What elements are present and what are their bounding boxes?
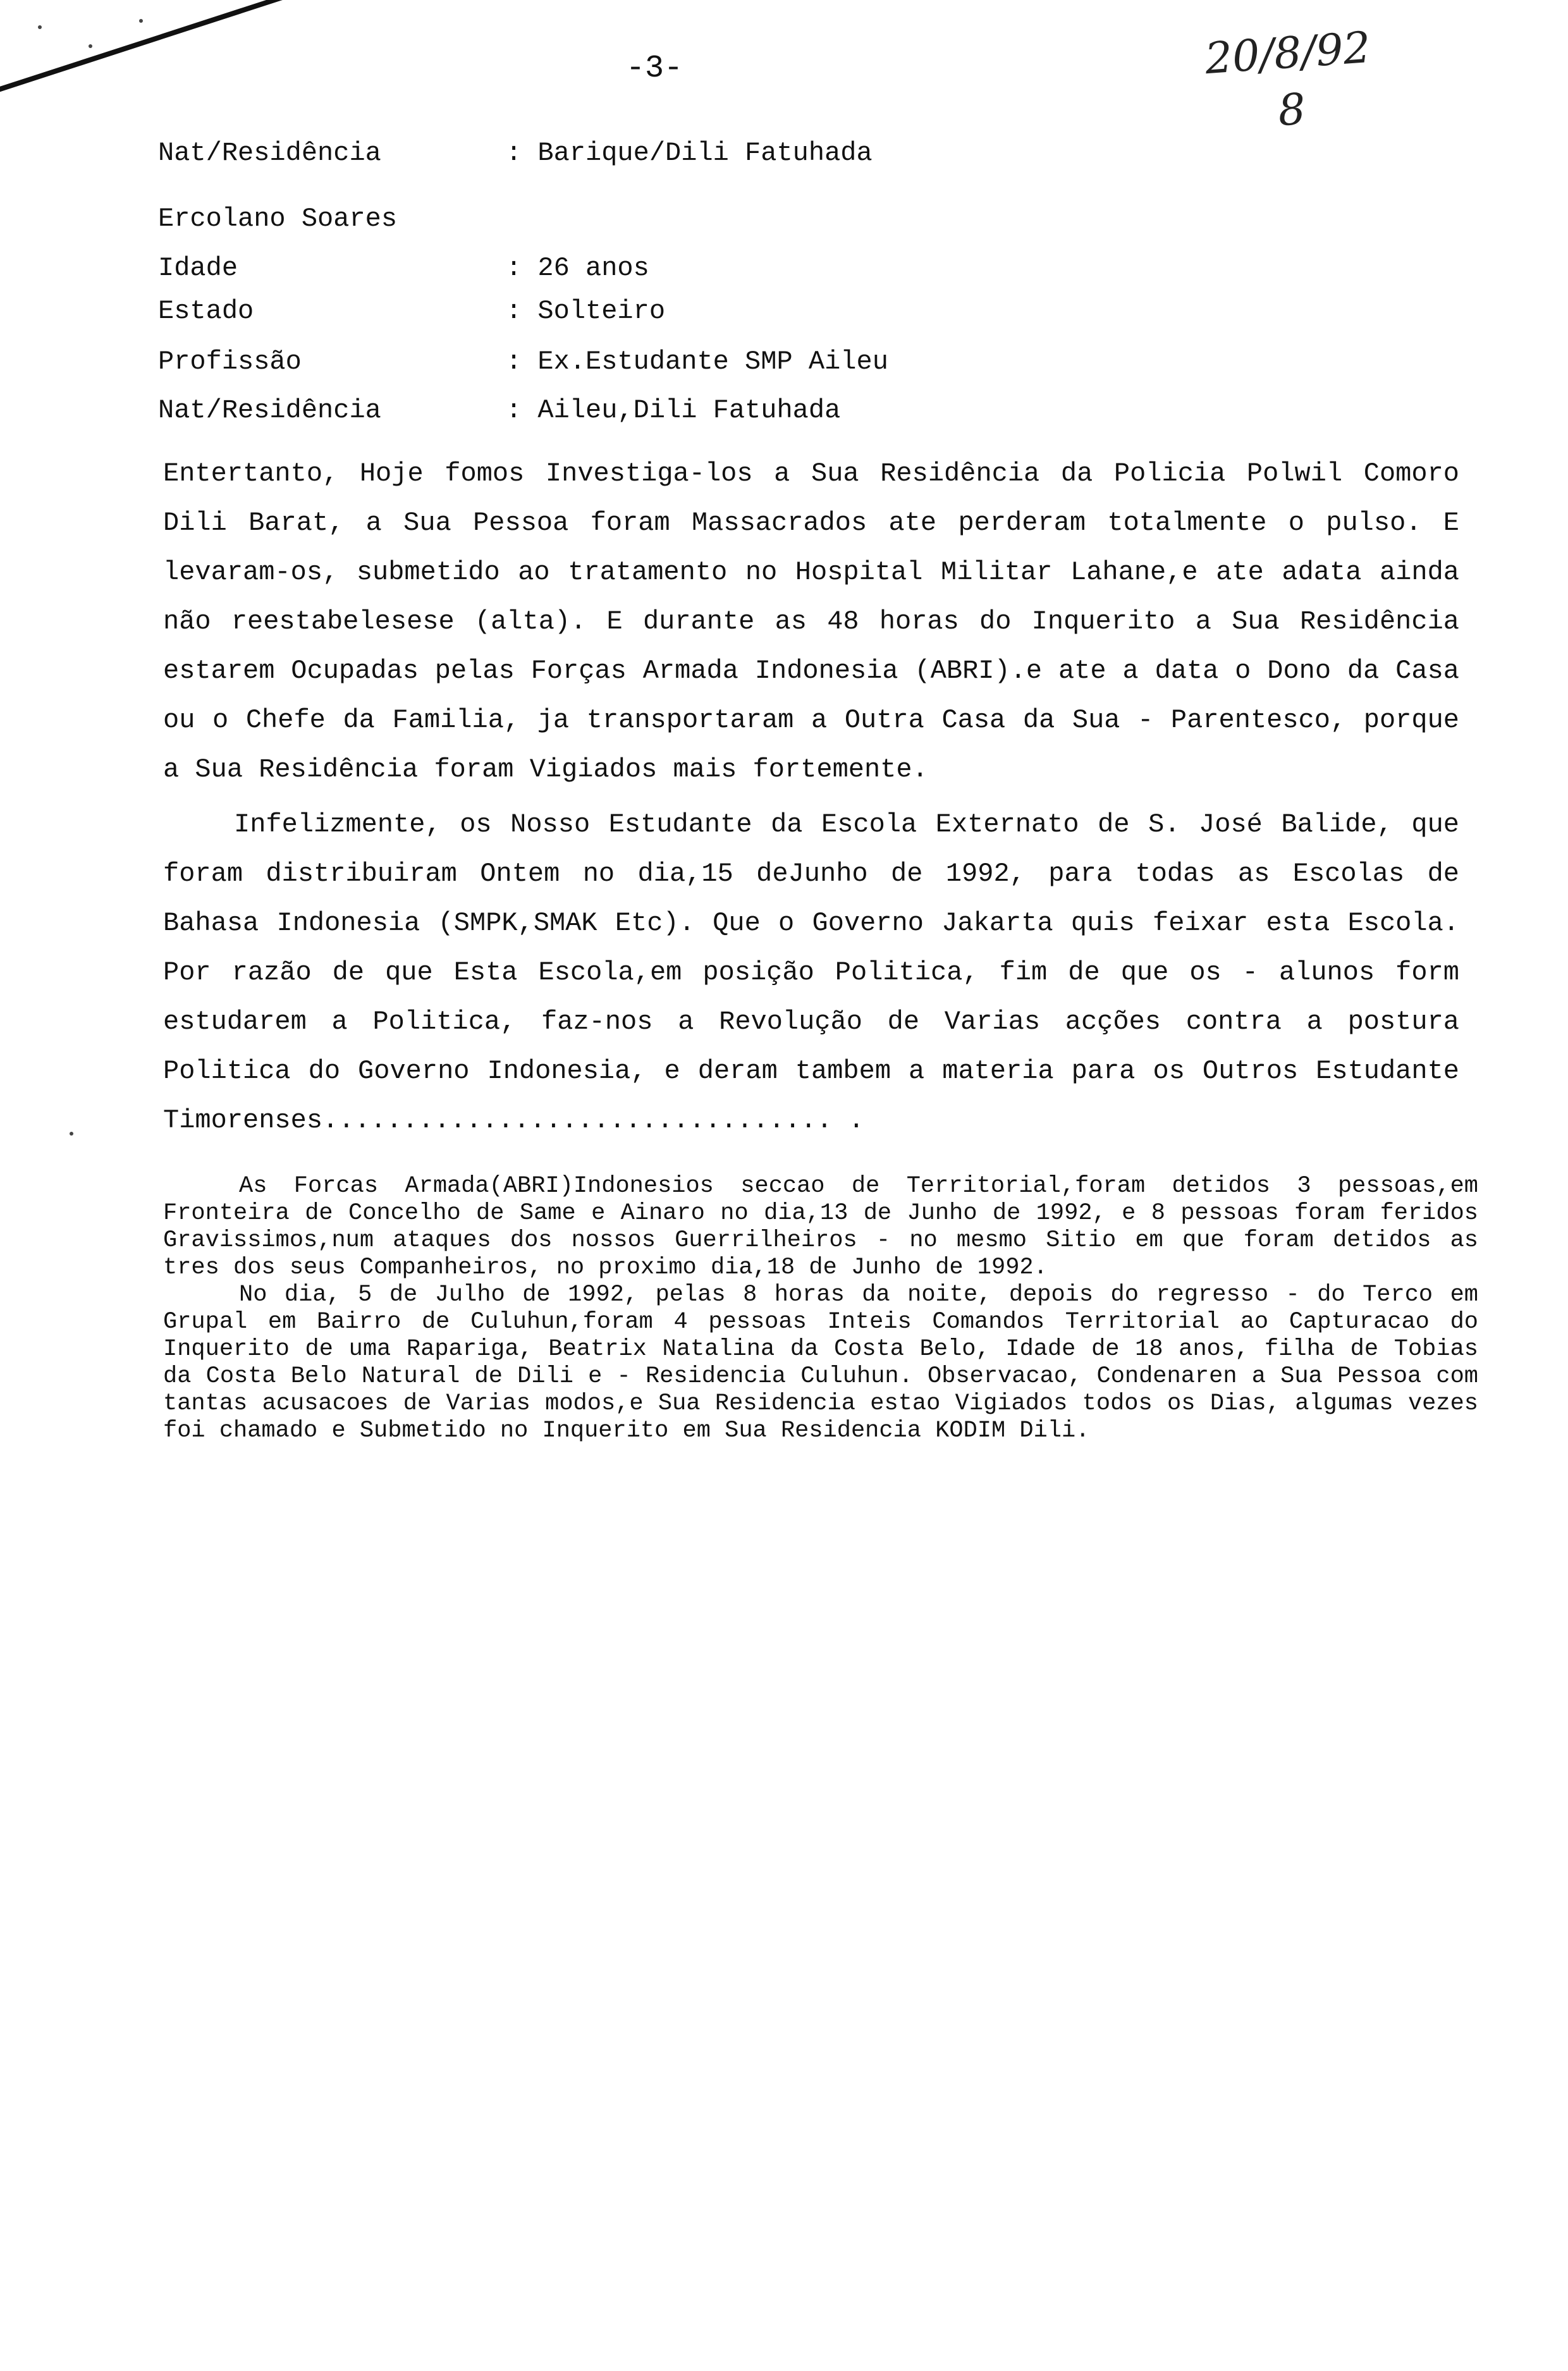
field-label-estado: Estado <box>158 296 254 326</box>
scan-artifact-line <box>0 0 396 100</box>
scan-speck <box>70 1132 73 1136</box>
field-value-estado: : Solteiro <box>506 296 666 326</box>
person-name: Ercolano Soares <box>158 204 398 234</box>
paragraph-main: Entertanto, Hoje fomos Investiga-los a Sua Residência da Policia Polwil Comoro Dili Barat, a Sua Pessoa foram Massacrados ate perderam totalmente o pulso. E levaram-os, submetido ao tratamento no Hospital Militar Lahane,e ate adata ainda não reestabelesese (alta). E durante as 48 horas do Inquerito a Sua Residência estarem Ocupadas pelas Forças Armada Indonesia (ABRI).e ate a data o Dono da Casa ou o Chefe da Familia, ja transportaram a Outra Casa da Sua - Parentesco, porque a Sua Residência foram Vigiados mais fortemente. <box>163 458 1459 785</box>
handwritten-date: 20/8/92 <box>1203 23 1373 85</box>
field-label-profissao: Profissão <box>158 346 302 377</box>
field-value-nat-residencia-1: : Barique/Dili Fatuhada <box>506 138 873 168</box>
handwritten-note <box>1153 16 1426 149</box>
paragraph-block-small <box>163 1173 1478 1445</box>
page-number: -3- <box>626 51 683 87</box>
field-label-idade: Idade <box>158 253 238 283</box>
field-value-nat-residencia-2: : Aileu,Dili Fatuhada <box>506 395 841 426</box>
field-label-nat-residencia-1: Nat/Residência <box>158 138 381 168</box>
paragraph-block-main <box>163 449 1459 794</box>
scan-speck <box>139 19 143 23</box>
field-value-profissao: : Ex.Estudante SMP Aileu <box>506 346 888 377</box>
paragraph-block-indented <box>163 800 1459 1145</box>
field-label-nat-residencia-2: Nat/Residência <box>158 395 381 426</box>
handwritten-mark: 8 <box>1276 84 1308 137</box>
paragraph-forcas-armada: As Forcas Armada(ABRI)Indonesios seccao de Territorial,foram detidos 3 pessoas,em Fronteira de Concelho de Same e Ainaro no dia,13 de Junho de 1992, e 8 pessoas foram feridos Gravissimos,num ataques dos nossos Guerrilheiros - no mesmo Sitio em que foram detidos as tres dos seus Companheiros, no proximo dia,18 de Junho de 1992. <box>163 1173 1478 1281</box>
paragraph-escola: Infelizmente, os Nosso Estudante da Escola Externato de S. José Balide, que foram distribuiram Ontem no dia,15 deJunho de 1992, para todas as Escolas de Bahasa Indonesia (SMPK,SMAK Etc). Que o Governo Jakarta quis feixar esta Escola. Por razão de que Esta Escola,em posição Politica, fim de que os - alunos form estudarem a Politica, faz-nos a Revolução de Varias acções contra a postura Politica do Governo Indonesia, e deram tambem a materia para os Outros Estudante Timorenses................................ . <box>163 809 1459 1136</box>
paragraph-julho: No dia, 5 de Julho de 1992, pelas 8 horas da noite, depois do regresso - do Terco em Grupal em Bairro de Culuhun,foram 4 pessoas Inteis Comandos Territorial ao Capturacao do Inquerito de uma Rapariga, Beatrix Natalina da Costa Belo, Idade de 18 anos, filha de Tobias da Costa Belo Natural de Dili e - Residencia Culuhun. Observacao, Condenaren a Sua Pessoa com tantas acusacoes de Varias modos,e Sua Residencia estao Vigiados todos os Dias, algumas vezes foi chamado e Submetido no Inquerito em Sua Residencia KODIM Dili. <box>163 1282 1478 1444</box>
field-value-idade: : 26 anos <box>506 253 649 283</box>
scan-speck <box>38 25 42 29</box>
scan-speck <box>89 44 92 48</box>
